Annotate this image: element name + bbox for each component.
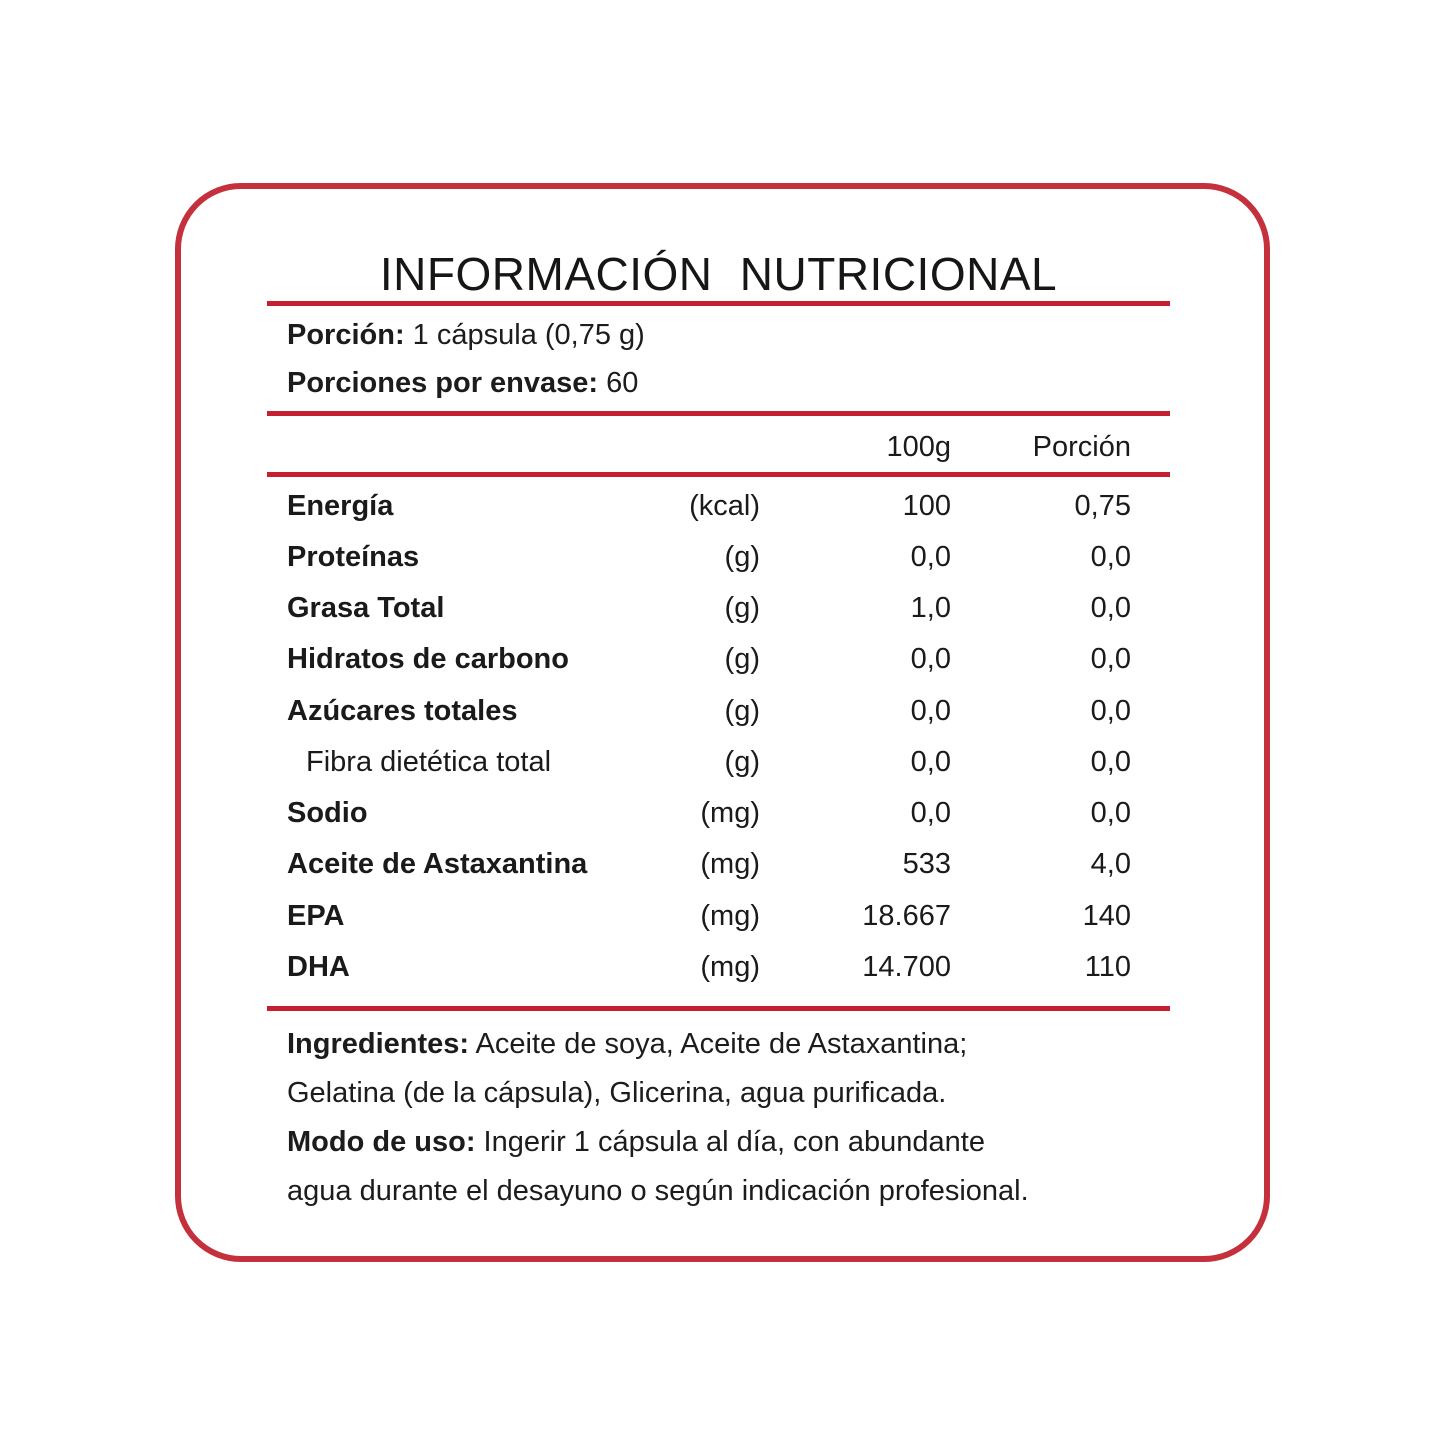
nutrient-name: Proteínas [287,541,420,573]
nutrient-unit: (g) [724,695,760,727]
nutrient-unit: (kcal) [689,490,760,522]
nutrient-name: Aceite de Astaxantina [287,848,588,880]
nutrient-row-fibra [287,742,1132,782]
nutrient-name: Azúcares totales [287,695,518,727]
column-header-portion: Porción [1032,431,1131,463]
nutrient-per100: 18.667 [862,900,951,932]
nutrient-row-azucares [287,691,1132,731]
nutrient-unit: (mg) [700,951,760,983]
divider-header [267,472,1170,477]
nutrient-name: Grasa Total [287,592,445,624]
nutrient-name: Hidratos de carbono [287,643,569,675]
nutrient-per100: 0,0 [910,797,951,829]
nutrient-portion: 0,0 [1090,746,1131,778]
divider-table-bottom [267,1006,1170,1011]
nutrient-per100: 0,0 [910,746,951,778]
usage-line-1 [287,1125,985,1159]
nutrient-portion: 140 [1082,900,1131,932]
nutrient-row-dha [287,947,1132,987]
nutrient-unit: (g) [724,746,760,778]
nutrient-row-sodio [287,793,1132,833]
usage-line-2: agua durante el desayuno o según indicación profesional. [287,1175,1029,1207]
nutrient-portion: 0,0 [1090,592,1131,624]
divider-serving [267,411,1170,416]
servings-per-container-label: Porciones por envase: [287,367,599,399]
nutrient-row-hidratos [287,639,1132,679]
nutrient-portion: 0,75 [1074,490,1131,522]
nutrient-per100: 14.700 [862,951,951,983]
divider-title [267,301,1170,306]
nutrient-unit: (mg) [700,848,760,880]
nutrient-portion: 0,0 [1090,541,1131,573]
nutrient-per100: 1,0 [910,592,951,624]
nutrient-row-energia [287,486,1132,526]
nutrient-row-astaxantina [287,844,1132,884]
nutrient-per100: 0,0 [910,541,951,573]
nutrient-portion: 110 [1084,951,1131,983]
nutrient-portion: 0,0 [1090,695,1131,727]
usage-text-1: Ingerir 1 cápsula al día, con abundante [475,1126,985,1158]
nutrient-unit: (mg) [700,797,760,829]
serving-size [287,318,645,352]
nutrient-portion: 0,0 [1090,643,1131,675]
nutrient-name: Fibra dietética total [306,746,552,778]
servings-per-container [287,366,638,400]
nutrient-portion: 4,0 [1090,848,1131,880]
nutrient-unit: (g) [724,541,760,573]
nutrient-unit: (mg) [700,900,760,932]
ingredients-line-2: Gelatina (de la cápsula), Glicerina, agua purificada. [287,1077,947,1109]
nutrient-unit: (g) [724,643,760,675]
nutrient-row-grasa-total [287,588,1132,628]
column-header-100g: 100g [886,431,951,463]
nutrient-portion: 0,0 [1090,797,1131,829]
nutrient-name: Sodio [287,797,368,829]
nutrient-per100: 0,0 [910,695,951,727]
nutrient-per100: 0,0 [910,643,951,675]
nutrient-unit: (g) [724,592,760,624]
nutrient-row-epa [287,896,1132,936]
nutrient-name: DHA [287,951,350,983]
ingredients-text-1: Aceite de soya, Aceite de Astaxantina; [469,1028,968,1060]
nutrient-name: EPA [287,900,345,932]
serving-size-value: 1 cápsula (0,75 g) [404,319,645,351]
ingredients-label: Ingredientes: [287,1028,470,1060]
usage-label: Modo de uso: [287,1126,476,1158]
servings-per-container-value: 60 [598,367,639,399]
serving-size-label: Porción: [287,319,405,351]
nutrient-name: Energía [287,490,394,522]
label-title: INFORMACIÓN NUTRICIONAL [379,248,1058,300]
ingredients-line-1 [287,1027,967,1061]
nutrient-per100: 533 [902,848,951,880]
nutrient-row-proteinas [287,537,1132,577]
nutrient-per100: 100 [902,490,951,522]
